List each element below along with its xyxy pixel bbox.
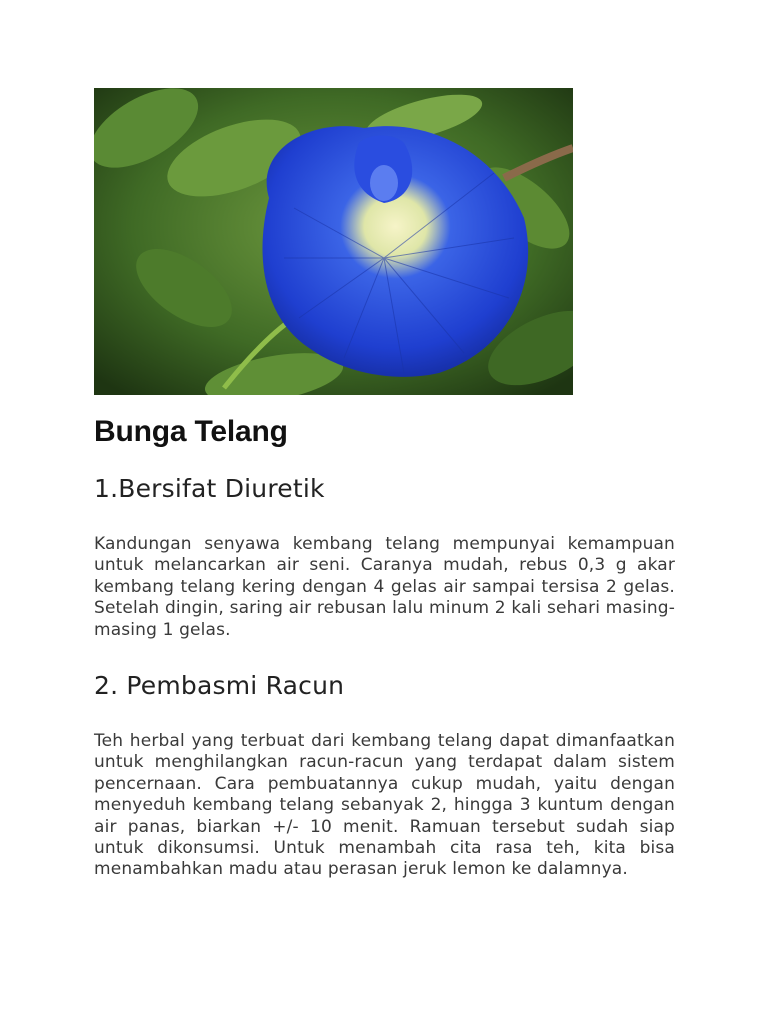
section-heading-diuretik: 1.Bersifat Diuretik bbox=[94, 474, 325, 503]
section-body-pembasmi-racun: Teh herbal yang terbuat dari kembang telang dapat dimanfaatkan untuk menghilangkan racun-racun yang terdapat dalam sistem pencernaan. Cara pembuatannya cukup mudah, yaitu dengan menyeduh kembang telang sebanyak 2, hingga 3 kuntum dengan air panas, biarkan +/- 10 menit. Ramuan tersebut sudah siap untuk dikonsumsi. Untuk menambah cita rasa teh, kita bisa menambahkan madu atau perasan jeruk lemon ke dalamnya. bbox=[94, 731, 675, 880]
butterfly-pea-flower-photo bbox=[94, 88, 573, 395]
page-title: Bunga Telang bbox=[94, 415, 288, 448]
section-body-diuretik: Kandungan senyawa kembang telang mempunyai kemampuan untuk melancarkan air seni. Caranya mudah, rebus 0,3 g akar kembang telang kering dengan 4 gelas air sampai tersisa 2 gelas. Setelah dingin, saring air rebusan lalu minum 2 kali sehari masing-masing 1 gelas. bbox=[94, 534, 675, 640]
flower-illustration bbox=[94, 88, 573, 395]
section-heading-pembasmi-racun: 2. Pembasmi Racun bbox=[94, 671, 345, 700]
